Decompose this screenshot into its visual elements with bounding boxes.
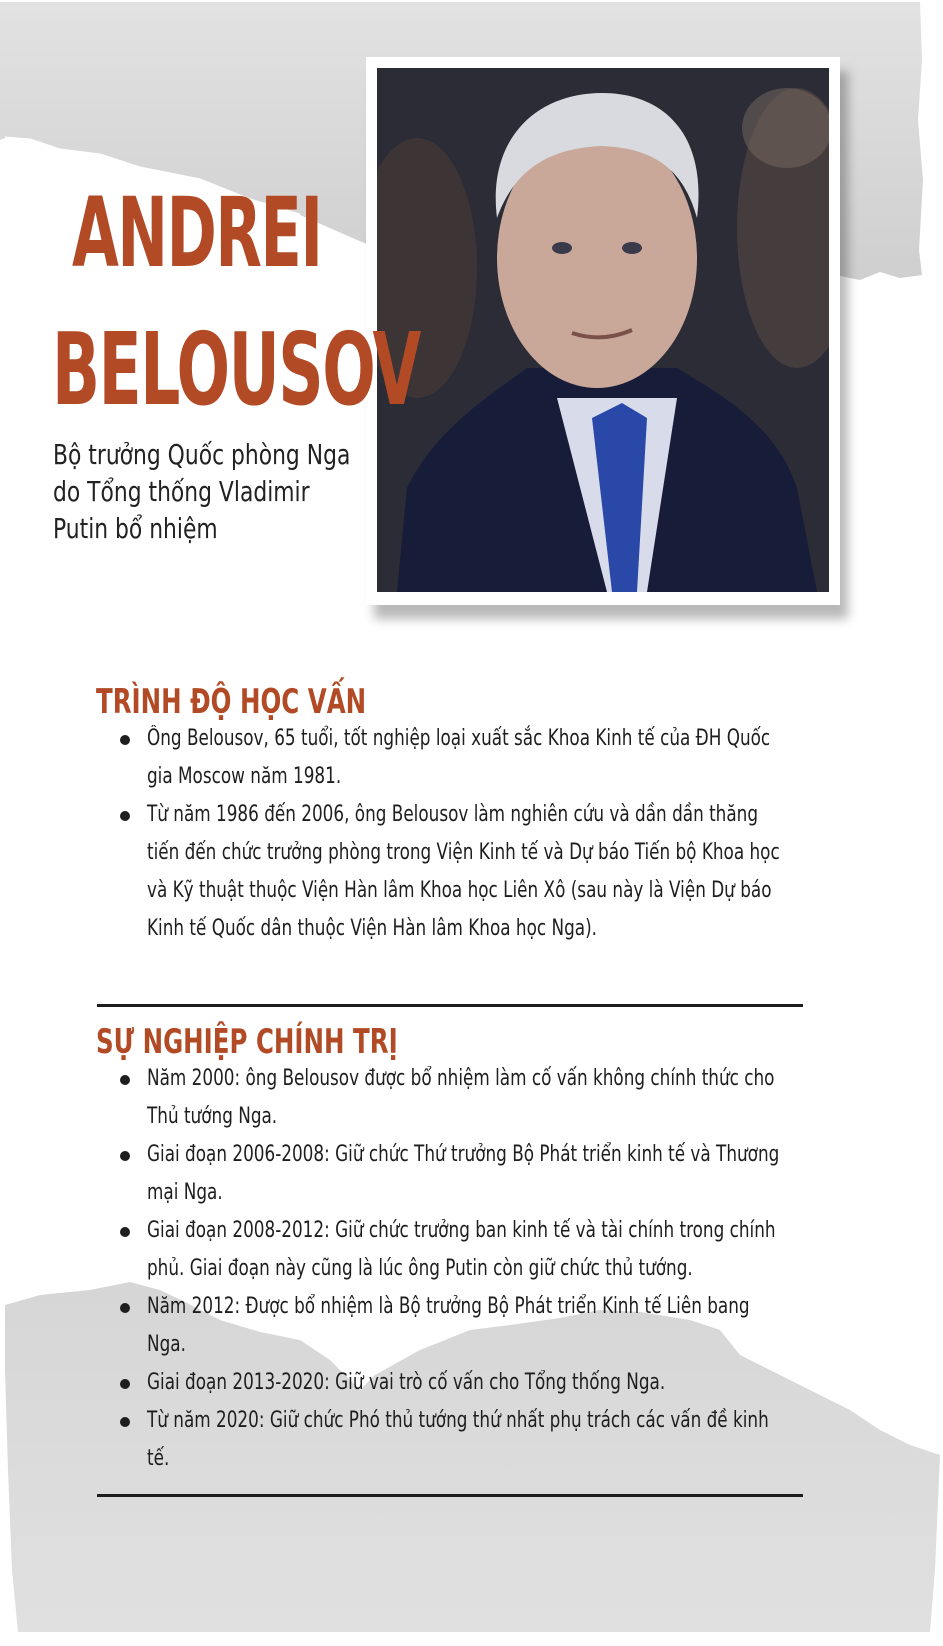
list-item-line: phủ. Giai đoạn này cũng là lúc ông Putin còn giữ chức thủ tướng. xyxy=(147,1256,693,1281)
list-item-line: Năm 2012: Được bổ nhiệm là Bộ trưởng Bộ Phát triển Kinh tế Liên bang xyxy=(147,1294,750,1319)
bullet-icon xyxy=(120,1379,130,1389)
list-item xyxy=(96,1364,806,1402)
list-item-line: Năm 2000: ông Belousov được bổ nhiệm làm cố vấn không chính thức cho xyxy=(147,1066,775,1091)
list-item-line: tế. xyxy=(147,1446,170,1471)
list-item-line: Giai đoạn 2008-2012: Giữ chức trưởng ban kinh tế và tài chính trong chính xyxy=(147,1218,776,1243)
portrait-photo xyxy=(377,68,829,592)
list-item-line: tiến đến chức trưởng phòng trong Viện Kinh tế và Dự báo Tiến bộ Khoa học xyxy=(147,840,780,865)
subtitle-line: do Tổng thống Vladimir xyxy=(53,475,310,508)
subtitle-line: Bộ trưởng Quốc phòng Nga xyxy=(53,438,351,471)
list-item-line: gia Moscow năm 1981. xyxy=(147,764,342,789)
portrait-illustration xyxy=(377,68,829,592)
bullet-icon xyxy=(120,1151,130,1161)
section-divider-bottom xyxy=(97,1494,803,1497)
list-item-line: Thủ tướng Nga. xyxy=(147,1104,278,1129)
last-name-heading: BELOUSOV xyxy=(52,311,420,428)
bullet-icon xyxy=(120,1303,130,1313)
section-divider xyxy=(97,1004,803,1007)
list-item-line: Kinh tế Quốc dân thuộc Viện Hàn lâm Khoa học Nga). xyxy=(147,916,597,941)
list-item-line: Ông Belousov, 65 tuổi, tốt nghiệp loại xuất sắc Khoa Kinh tế của ĐH Quốc xyxy=(147,726,771,751)
career-section xyxy=(96,1022,806,1478)
list-item xyxy=(96,1288,806,1364)
list-item-line: và Kỹ thuật thuộc Viện Hàn lâm Khoa học Liên Xô (sau này là Viện Dự báo xyxy=(147,878,772,903)
bullet-icon xyxy=(120,1417,130,1427)
list-item xyxy=(96,1136,806,1212)
list-item xyxy=(96,1402,806,1478)
list-item-line: mại Nga. xyxy=(147,1180,223,1205)
list-item xyxy=(96,1212,806,1288)
career-title: SỰ NGHIỆP CHÍNH TRỊ xyxy=(96,1022,398,1062)
list-item-line: Nga. xyxy=(147,1332,186,1357)
education-title: TRÌNH ĐỘ HỌC VẤN xyxy=(96,682,367,722)
career-list xyxy=(96,1060,806,1478)
education-list xyxy=(96,720,806,948)
list-item-line: Giai đoạn 2013-2020: Giữ vai trò cố vấn cho Tổng thống Nga. xyxy=(147,1370,666,1395)
bullet-icon xyxy=(120,1075,130,1085)
list-item-line: Từ năm 2020: Giữ chức Phó thủ tướng thứ nhất phụ trách các vấn đề kinh xyxy=(147,1408,769,1433)
first-name-heading: ANDREI xyxy=(72,177,322,289)
list-item xyxy=(96,796,806,948)
bullet-icon xyxy=(120,1227,130,1237)
bullet-icon xyxy=(120,811,130,821)
subtitle xyxy=(53,436,381,547)
subtitle-line: Putin bổ nhiệm xyxy=(53,512,218,545)
bullet-icon xyxy=(120,735,130,745)
education-section xyxy=(96,682,806,948)
list-item xyxy=(96,720,806,796)
list-item-line: Giai đoạn 2006-2008: Giữ chức Thứ trưởng Bộ Phát triển kinh tế và Thương xyxy=(147,1142,780,1167)
list-item xyxy=(96,1060,806,1136)
list-item-line: Từ năm 1986 đến 2006, ông Belousov làm nghiên cứu và dần dần thăng xyxy=(147,802,759,827)
photo-frame xyxy=(366,57,840,605)
